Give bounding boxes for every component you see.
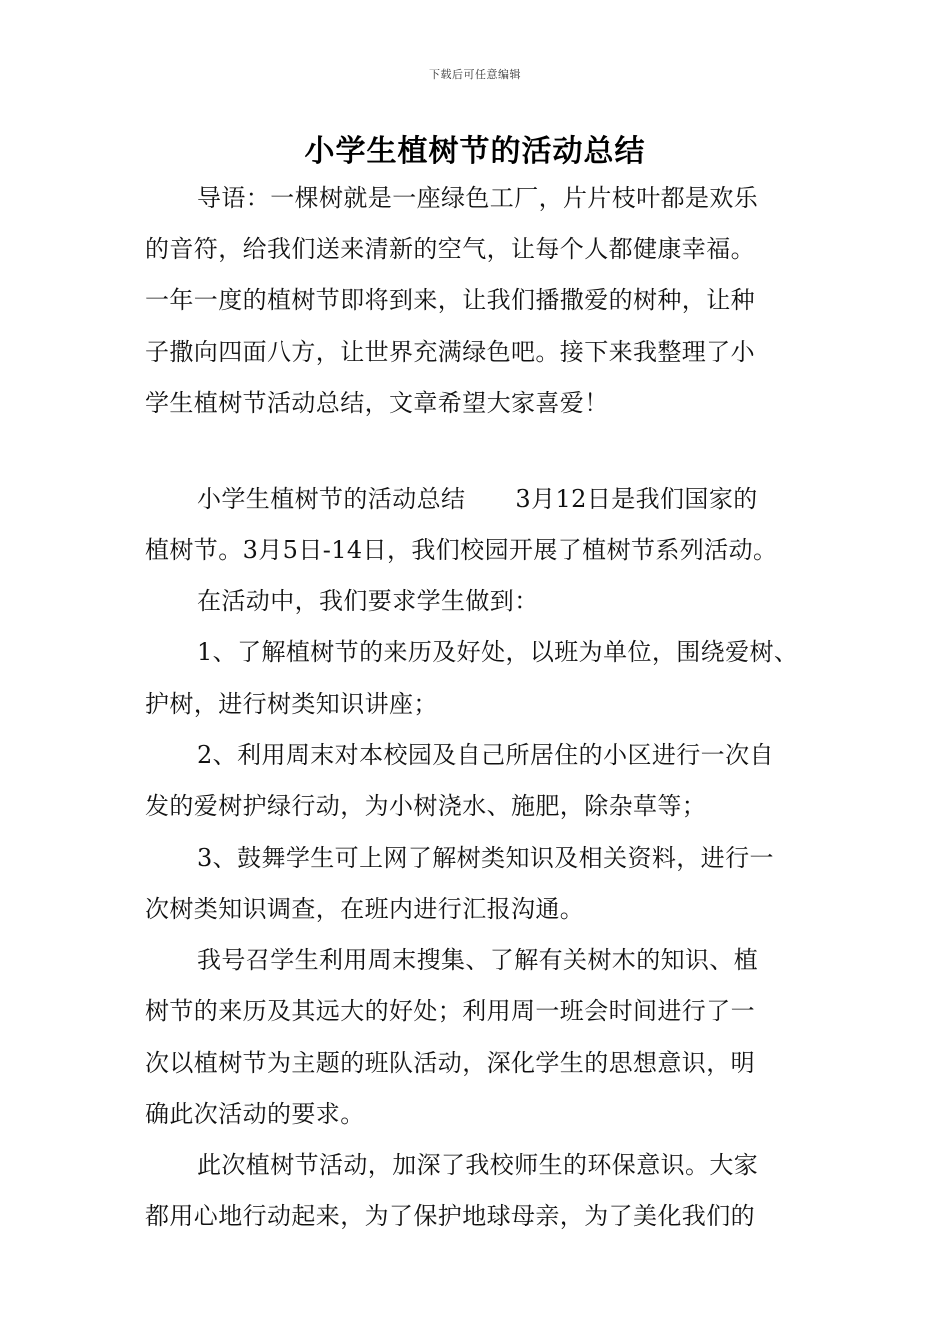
paragraph-2-line-3: 次以植树节为主题的班队活动，深化学生的思想意识，明: [145, 1049, 755, 1077]
document-title: 小学生植树节的活动总结: [304, 134, 646, 169]
list-item-1-line-2: 护树，进行树类知识讲座；: [145, 690, 438, 718]
list-item-3-line-1: 3、鼓舞学生可上网了解树类知识及相关资料，进行一: [197, 844, 774, 872]
intro-line-5: 学生植树节活动总结，文章希望大家喜爱！: [145, 389, 609, 417]
intro-line-2: 的音符，给我们送来清新的空气，让每个人都健康幸福。: [145, 235, 755, 263]
intro-line-1: 导语：一棵树就是一座绿色工厂，片片枝叶都是欢乐: [197, 184, 759, 212]
paragraph-2-line-2: 树节的来历及其远大的好处；利用周一班会时间进行了一: [145, 997, 755, 1025]
intro-line-4: 子撒向四面八方，让世界充满绿色吧。接下来我整理了小: [145, 338, 755, 366]
paragraph-3-line-1: 此次植树节活动，加深了我校师生的环保意识。大家: [197, 1151, 759, 1179]
section-heading-line: [197, 484, 877, 514]
paragraph-3-line-2: 都用心地行动起来，为了保护地球母亲，为了美化我们的: [145, 1202, 755, 1230]
intro-line-3: 一年一度的植树节即将到来，让我们播撒爱的树种，让种: [145, 286, 755, 314]
body-line-3: 在活动中，我们要求学生做到：: [197, 587, 539, 615]
paragraph-2-line-4: 确此次活动的要求。: [145, 1100, 365, 1128]
list-item-3-line-2: 次树类知识调查，在班内进行汇报沟通。: [145, 895, 585, 923]
section-heading: 小学生植树节的活动总结: [197, 485, 466, 513]
header-note: 下载后可任意编辑: [429, 68, 521, 81]
list-item-1-line-1: 1、了解植树节的来历及好处，以班为单位，围绕爱树、: [197, 638, 799, 666]
body-line-2: 植树节。3月5日-14日，我们校园开展了植树节系列活动。: [145, 536, 778, 564]
list-item-2-line-2: 发的爱树护绿行动，为小树浇水、施肥，除杂草等；: [145, 792, 707, 820]
list-item-2-line-1: 2、利用周末对本校园及自己所居住的小区进行一次自: [197, 741, 774, 769]
section-date-text: 3月12日是我们国家的: [515, 485, 758, 513]
paragraph-2-line-1: 我号召学生利用周末搜集、了解有关树木的知识、植: [197, 946, 759, 974]
